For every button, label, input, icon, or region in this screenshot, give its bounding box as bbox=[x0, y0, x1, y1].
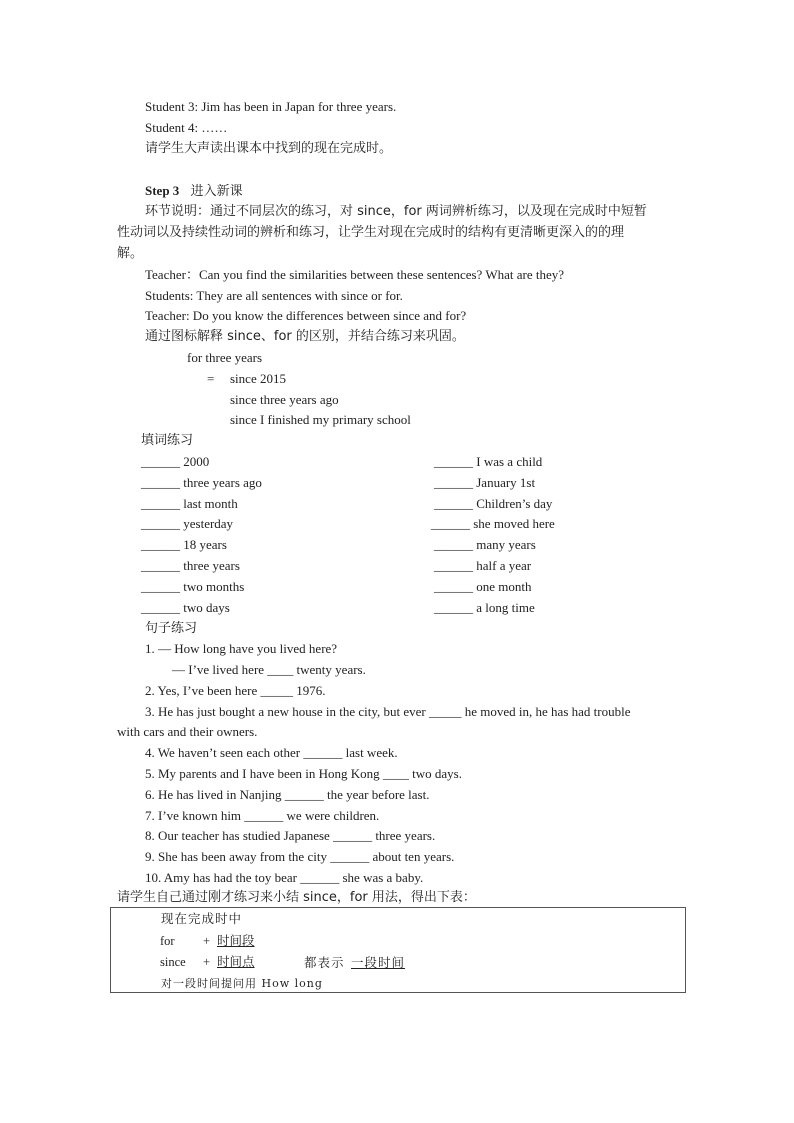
summary-for-row bbox=[160, 932, 175, 950]
step3-desc-line2: 性动词以及持续性动词的辨析和练习，让学生对现在完成时的结构有更清晰更深入的的理 bbox=[117, 225, 625, 240]
fill-item-right: ______ Children’s day bbox=[434, 496, 553, 511]
for-label: for bbox=[160, 934, 175, 948]
fill-item-right: ______ a long time bbox=[434, 600, 535, 615]
fill-item-left: ______ 2000 bbox=[141, 454, 210, 469]
summary-instruction: 请学生自己通过刚才练习来小结 since，for 用法，得出下表： bbox=[117, 890, 476, 905]
fill-item-right: ______ many years bbox=[434, 537, 536, 552]
fill-item-left: ______ yesterday bbox=[141, 516, 234, 531]
fill-item-left: ______ three years bbox=[141, 558, 240, 573]
read-aloud-instruction: 请学生大声读出课本中找到的现在完成时。 bbox=[145, 141, 393, 156]
sentence-3: 3. He has just bought a new house in the city, but ever _____ he moved in, he has had trouble bbox=[145, 704, 631, 719]
diagram-for-line: for three years bbox=[187, 350, 263, 365]
teacher-line-2: Teacher: Do you know the differences between since and for? bbox=[145, 308, 467, 323]
since-value: 时间点 bbox=[217, 954, 255, 969]
diagram-since-2: since three years ago bbox=[230, 392, 339, 407]
since-label: since bbox=[160, 955, 186, 969]
diagram-explain-line: 通过图标解释 since、for 的区别，并结合练习来巩固。 bbox=[145, 329, 465, 344]
fill-item-right: ______ one month bbox=[434, 579, 532, 594]
both-mean-value: 一段时间 bbox=[351, 955, 406, 970]
howlong-text: 对一段时间提问用 How long bbox=[161, 977, 323, 990]
both-mean-label: 都表示 bbox=[304, 955, 345, 970]
step3-title: Step 3 bbox=[145, 183, 180, 198]
fill-item-left: ______ two months bbox=[141, 579, 245, 594]
fill-item-right: ______ she moved here bbox=[431, 516, 555, 531]
step3-heading bbox=[145, 182, 243, 201]
sentence-1: 1. — How long have you lived here? bbox=[145, 641, 338, 656]
step3-desc-line3: 解。 bbox=[117, 246, 144, 261]
sentence-8: 8. Our teacher has studied Japanese ______ three years. bbox=[145, 828, 436, 843]
step3-desc-line1: 环节说明：通过不同层次的练习，对 since，for 两词辨析练习，以及现在完成时中短暂 bbox=[145, 204, 647, 219]
sentence-5: 5. My parents and I have been in Hong Kong ____ two days. bbox=[145, 766, 462, 781]
for-plus: + bbox=[203, 934, 211, 948]
teacher-line-1: Teacher：Can you find the similarities between these sentences? What are they? bbox=[145, 267, 565, 282]
sentence-10: 10. Amy has had the toy bear ______ she was a baby. bbox=[145, 870, 424, 885]
for-value: 时间段 bbox=[217, 933, 255, 948]
sentence-4: 4. We haven’t seen each other ______ last week. bbox=[145, 745, 398, 760]
fill-item-right: ______ I was a child bbox=[434, 454, 543, 469]
summary-box-title: 现在完成时中 bbox=[161, 911, 243, 926]
students-line: Students: They are all sentences with since or for. bbox=[145, 288, 403, 303]
sentence-1-answer: — I’ve lived here ____ twenty years. bbox=[172, 662, 366, 677]
fill-item-right: ______ January 1st bbox=[434, 475, 536, 490]
sentences-heading: 句子练习 bbox=[145, 621, 198, 636]
sentence-7: 7. I’ve known him ______ we were children. bbox=[145, 808, 380, 823]
diagram-since-1: since 2015 bbox=[230, 371, 286, 386]
fill-item-left: ______ 18 years bbox=[141, 537, 227, 552]
sentence-2: 2. Yes, I’ve been here _____ 1976. bbox=[145, 683, 326, 698]
sentence-9: 9. She has been away from the city ______ about ten years. bbox=[145, 849, 455, 864]
diagram-since-3: since I finished my primary school bbox=[230, 412, 411, 427]
since-plus: + bbox=[203, 955, 211, 969]
diagram-equals: = bbox=[207, 371, 215, 386]
howlong-line bbox=[161, 974, 323, 993]
fill-item-right: ______ half a year bbox=[434, 558, 532, 573]
student4-line: Student 4: …… bbox=[145, 120, 228, 135]
summary-table bbox=[110, 907, 686, 993]
fill-item-left: ______ two days bbox=[141, 600, 230, 615]
fill-item-left: ______ last month bbox=[141, 496, 238, 511]
fill-words-heading: 填词练习 bbox=[141, 433, 194, 448]
fill-item-left: ______ three years ago bbox=[141, 475, 262, 490]
student3-line: Student 3: Jim has been in Japan for three years. bbox=[145, 99, 397, 114]
step3-title-cn: 进入新课 bbox=[190, 184, 243, 199]
sentence-3-cont: with cars and their owners. bbox=[117, 724, 258, 739]
sentence-6: 6. He has lived in Nanjing ______ the year before last. bbox=[145, 787, 430, 802]
